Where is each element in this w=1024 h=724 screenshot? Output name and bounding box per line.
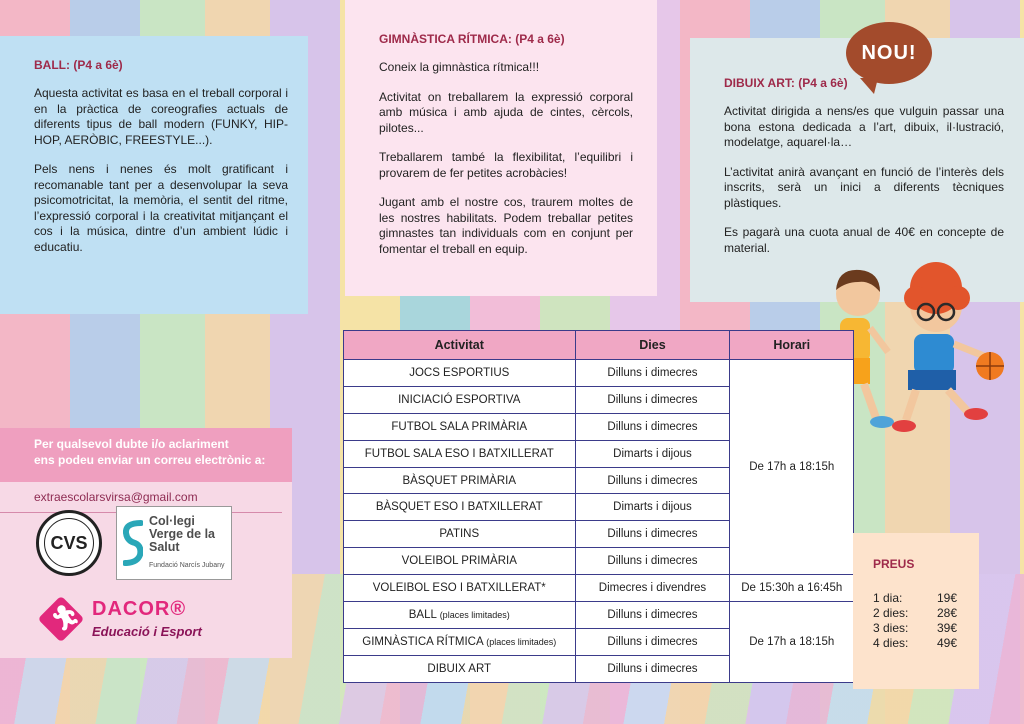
activity-cell	[344, 440, 576, 467]
activity-name: JOCS ESPORTIUS	[409, 366, 510, 379]
days-cell: Dilluns i dimecres	[575, 521, 730, 548]
col-legi-logo	[116, 506, 232, 580]
nou-speech-bubble: NOU!	[846, 22, 932, 84]
price-value: 28€	[936, 606, 957, 620]
ball-paragraph-1: Aquesta activitat es basa en el treball corporal i en la pràctica de coreografies actuals de diferents tipus de ball modern (FUNKY, HIP-HOP, AERÒBIC, FREESTYLE...).	[34, 86, 288, 147]
col-legi-name-line-3: Salut	[149, 540, 180, 554]
price-value: 19€	[936, 591, 957, 605]
gimnastica-paragraph-1: Coneix la gimnàstica rítmica!!!	[379, 60, 540, 74]
activity-name: DIBUIX ART	[427, 662, 492, 675]
price-row	[873, 636, 957, 651]
days-cell: Dilluns i dimecres	[575, 413, 730, 440]
activity-name: BALL	[408, 608, 437, 621]
activity-name: FUTBOL SALA ESO I BATXILLERAT	[364, 447, 554, 460]
contact-email[interactable]: extraescolarsvirsa@gmail.com	[0, 482, 282, 513]
table-row	[344, 575, 854, 602]
dibuix-paragraph-3: Es pagarà una cuota anual de 40€ en concepte de material.	[724, 225, 1004, 255]
cvs-logo-text: CVS	[50, 532, 88, 553]
activity-name: GIMNÀSTICA RÍTMICA	[362, 635, 484, 648]
days-cell: Dimecres i divendres	[575, 575, 730, 602]
preus-card	[853, 533, 979, 689]
price-row	[873, 606, 957, 621]
preus-list	[873, 591, 965, 651]
header-horari: Horari	[730, 331, 854, 360]
dacor-person-icon: 🏃︎	[50, 605, 81, 632]
cvs-logo	[36, 510, 102, 576]
price-label: 2 dies:	[873, 606, 909, 620]
activity-name: BÀSQUET ESO I BATXILLERAT	[375, 501, 543, 514]
activity-cell	[344, 575, 576, 602]
ball-paragraph-2: Pels nens i nenes és molt gratificant i recomanable tant per a desenvolupar la seva psicomotricitat, la memòria, el sentit del ritme, l’expressió corporal i la creativitat mitjançant el cos i la música, dintre d’un ambient lúdic i educatiu.	[34, 162, 288, 254]
days-cell: Dimarts i dijous	[575, 440, 730, 467]
dibuix-title: DIBUIX ART: (P4 a 6è)	[724, 76, 848, 90]
price-label: 3 dies:	[873, 621, 909, 635]
col-legi-name-line-1: Col·legi	[149, 514, 195, 528]
days-cell: Dilluns i dimecres	[575, 628, 730, 655]
days-cell: Dimarts i dijous	[575, 494, 730, 521]
gimnastica-paragraph-4: Jugant amb el nostre cos, traurem moltes de les nostres habilitats. Podem treballar petites gimnastes tan individuals com en conjunt per fomentar el treball en equip.	[379, 195, 633, 256]
contact-line-1: Per qualsevol dubte i/o aclariment	[34, 437, 229, 451]
price-value: 39€	[936, 621, 957, 635]
dacor-logo	[38, 596, 238, 646]
preus-title: PREUS	[873, 557, 915, 571]
contact-card	[0, 428, 292, 658]
activity-cell	[344, 548, 576, 575]
header-dies: Dies	[575, 331, 730, 360]
days-cell: Dilluns i dimecres	[575, 602, 730, 629]
contact-line-2: ens podeu enviar un correu electrònic a:	[34, 453, 266, 467]
activity-note: (places limitades)	[439, 609, 510, 620]
gimnastica-title: GIMNÀSTICA RÍTMICA: (P4 a 6è)	[379, 32, 565, 46]
days-cell: Dilluns i dimecres	[575, 386, 730, 413]
days-cell: Dilluns i dimecres	[575, 360, 730, 387]
table-row	[344, 360, 854, 387]
price-label: 4 dies:	[873, 636, 909, 650]
activity-name: PATINS	[439, 528, 480, 541]
dacor-subtitle: Educació i Esport	[92, 624, 202, 639]
gimnastica-paragraph-2: Activitat on treballarem la expressió corporal amb música i amb ajuda de cintes, cèrcols, pilotes...	[379, 89, 633, 135]
price-label: 1 dia:	[873, 591, 903, 605]
col-legi-s-icon	[123, 519, 143, 567]
schedule-header-row	[344, 331, 854, 360]
header-activitat: Activitat	[344, 331, 576, 360]
activity-cell	[344, 521, 576, 548]
col-legi-subtitle: Fundació Narcís Jubany	[149, 562, 225, 569]
activity-name: INICIACIÓ ESPORTIVA	[398, 393, 521, 406]
schedule-body	[344, 360, 854, 683]
gimnastica-paragraph-3: Treballarem també la flexibilitat, l’equilibri i provarem de fer petites acrobàcies!	[379, 150, 633, 180]
ball-title: BALL: (P4 a 6è)	[34, 58, 123, 72]
days-cell: Dilluns i dimecres	[575, 655, 730, 682]
activity-cell	[344, 628, 576, 655]
activity-name: VOLEIBOL ESO I BATXILLERAT*	[372, 582, 546, 595]
activity-cell	[344, 360, 576, 387]
activity-name: FUTBOL SALA PRIMÀRIA	[391, 420, 528, 433]
activity-name: VOLEIBOL PRIMÀRIA	[401, 555, 517, 568]
days-cell: Dilluns i dimecres	[575, 467, 730, 494]
schedule-table-wrapper	[343, 330, 854, 683]
activity-cell	[344, 386, 576, 413]
activity-cell	[344, 602, 576, 629]
activity-cell	[344, 467, 576, 494]
dibuix-paragraph-2: L’activitat anirà avançant en funció de l’interès dels inscrits, serà un inici a diferents tècniques plàstiques.	[724, 164, 1004, 210]
gimnastica-card	[345, 0, 657, 296]
activity-note: (places limitades)	[486, 636, 557, 647]
activity-cell	[344, 494, 576, 521]
activity-name: BÀSQUET PRIMÀRIA	[402, 474, 517, 487]
activity-cell	[344, 413, 576, 440]
hours-cell: De 15:30h a 16:45h	[730, 575, 854, 602]
col-legi-name-line-2: Verge de la	[149, 527, 216, 541]
dacor-name: DACOR®	[92, 598, 187, 620]
activity-cell	[344, 655, 576, 682]
table-row	[344, 602, 854, 629]
price-row	[873, 591, 957, 606]
days-cell: Dilluns i dimecres	[575, 548, 730, 575]
hours-cell: De 17h a 18:15h	[730, 360, 854, 575]
hours-cell: De 17h a 18:15h	[730, 602, 854, 683]
dibuix-paragraph-1: Activitat dirigida a nens/es que vulguin passar una bona estona dedicada a l’art, dibuix, il·lustració, modelatge, aquarel·la…	[724, 104, 1004, 149]
contact-header	[0, 428, 292, 482]
price-row	[873, 621, 957, 636]
schedule-table	[343, 330, 854, 683]
col-legi-name	[149, 515, 215, 554]
ball-card	[0, 36, 308, 314]
price-value: 49€	[936, 636, 957, 650]
